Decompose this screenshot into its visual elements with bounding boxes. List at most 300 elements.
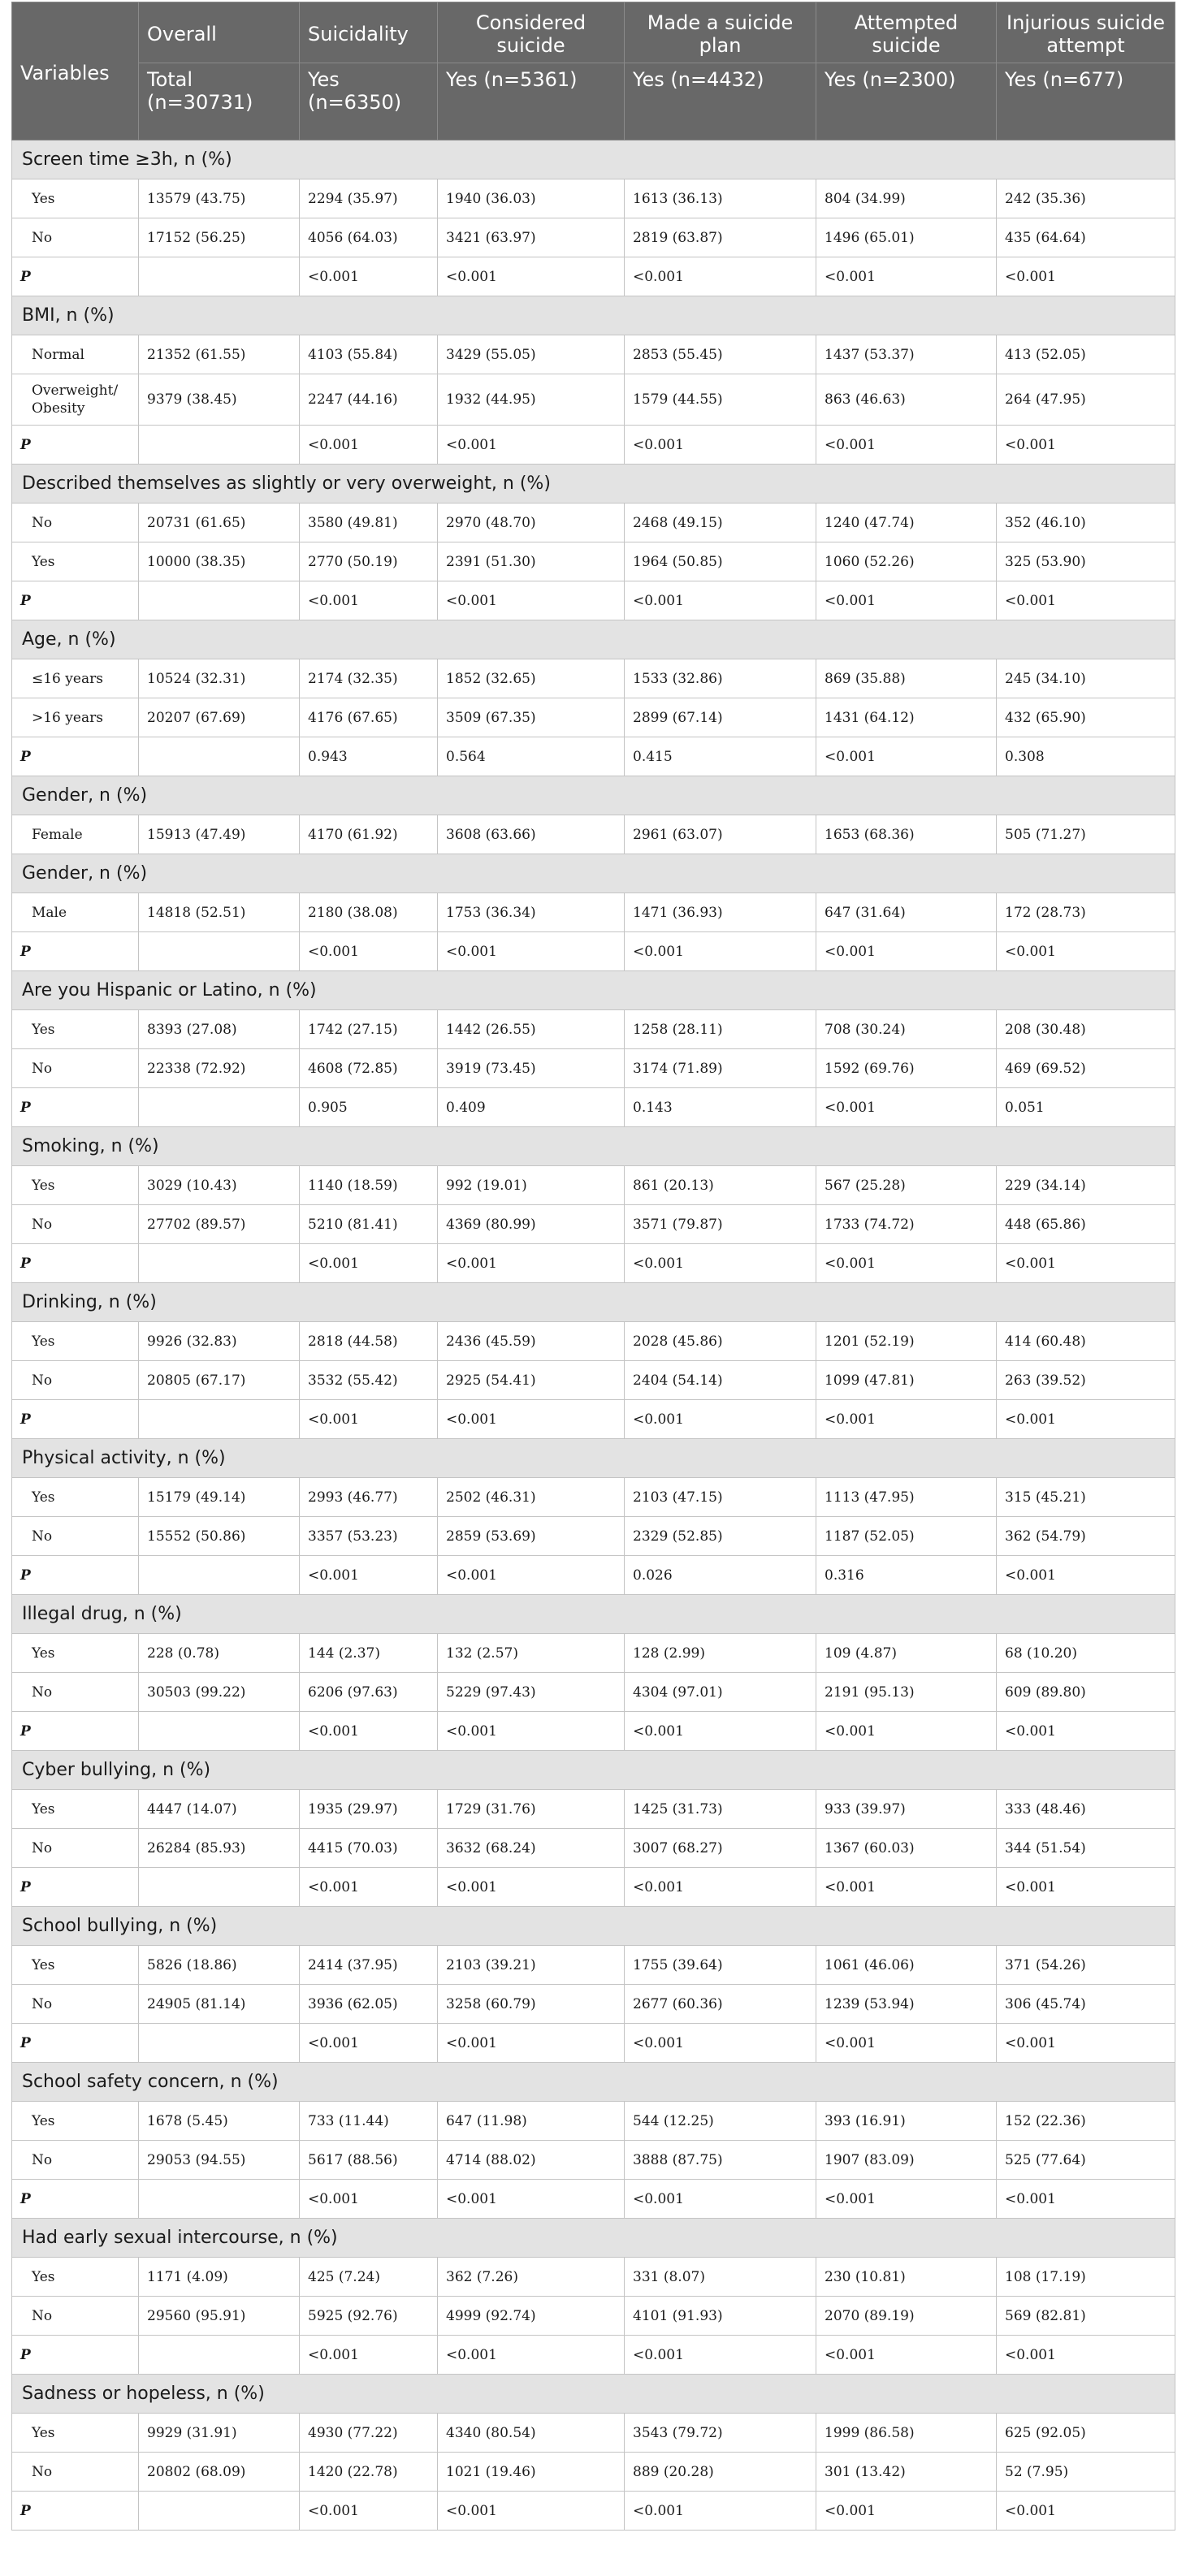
section-title: Described themselves as slightly or very overweight, n (%) <box>12 465 1175 504</box>
row-label: Yes <box>12 2102 139 2141</box>
p-value-cell: <0.001 <box>300 426 438 465</box>
p-value-cell: 0.051 <box>997 1088 1175 1127</box>
section-header <box>12 1907 1175 1946</box>
p-value-row <box>12 737 1175 776</box>
table-cell: 3421 (63.97) <box>438 218 625 257</box>
row-label: No <box>12 2141 139 2180</box>
table-cell: 3632 (68.24) <box>438 1829 625 1868</box>
table-cell: 569 (82.81) <box>997 2297 1175 2336</box>
table-cell: 17152 (56.25) <box>139 218 300 257</box>
table-row <box>12 1049 1175 1088</box>
table-cell: 3357 (53.23) <box>300 1517 438 1556</box>
table-cell: 172 (28.73) <box>997 893 1175 932</box>
p-value-cell: <0.001 <box>625 2492 816 2531</box>
header-col-injurious: Injurious suicide attempt <box>997 2 1175 63</box>
table-cell: 245 (34.10) <box>997 659 1175 698</box>
table-cell: 647 (31.64) <box>816 893 997 932</box>
section-header <box>12 296 1175 335</box>
p-label: P <box>12 426 139 465</box>
p-value-cell: <0.001 <box>997 2180 1175 2219</box>
p-value-cell: 0.026 <box>625 1556 816 1595</box>
table-cell: 1061 (46.06) <box>816 1946 997 1985</box>
table-cell: 933 (39.97) <box>816 1790 997 1829</box>
table-cell: 2899 (67.14) <box>625 698 816 737</box>
table-cell: 3007 (68.27) <box>625 1829 816 1868</box>
table-cell: 505 (71.27) <box>997 815 1175 854</box>
table-cell: 2103 (39.21) <box>438 1946 625 1985</box>
table-cell: 128 (2.99) <box>625 1634 816 1673</box>
p-value-cell: <0.001 <box>438 1868 625 1907</box>
section-header <box>12 1595 1175 1634</box>
table-cell: 1420 (22.78) <box>300 2453 438 2492</box>
table-cell: 5617 (88.56) <box>300 2141 438 2180</box>
p-value-cell: <0.001 <box>625 2336 816 2375</box>
p-label: P <box>12 1244 139 1283</box>
p-value-cell: <0.001 <box>438 257 625 296</box>
p-value-cell <box>139 257 300 296</box>
table-cell: 2329 (52.85) <box>625 1517 816 1556</box>
p-value-cell <box>139 2180 300 2219</box>
row-label: ≤16 years <box>12 659 139 698</box>
table-cell: 4930 (77.22) <box>300 2414 438 2453</box>
p-value-cell: <0.001 <box>997 1712 1175 1751</box>
table-cell: 889 (20.28) <box>625 2453 816 2492</box>
p-value-row <box>12 2492 1175 2531</box>
table-cell: 13579 (43.75) <box>139 179 300 218</box>
table-cell: 4608 (72.85) <box>300 1049 438 1088</box>
p-label: P <box>12 2024 139 2063</box>
table-header <box>12 2 1175 140</box>
table-row <box>12 1010 1175 1049</box>
header-injurious-sub: Yes (n=677) <box>997 63 1175 140</box>
table-cell: 647 (11.98) <box>438 2102 625 2141</box>
table-cell: 1471 (36.93) <box>625 893 816 932</box>
section-title: Sadness or hopeless, n (%) <box>12 2375 1175 2414</box>
p-value-cell <box>139 1712 300 1751</box>
p-value-cell <box>139 426 300 465</box>
p-value-row <box>12 581 1175 620</box>
table-cell: 30503 (99.22) <box>139 1673 300 1712</box>
table-cell: 68 (10.20) <box>997 1634 1175 1673</box>
table-cell: 229 (34.14) <box>997 1166 1175 1205</box>
table-cell: 1999 (86.58) <box>816 2414 997 2453</box>
table-cell: 1755 (39.64) <box>625 1946 816 1985</box>
table-row <box>12 698 1175 737</box>
section-header <box>12 1751 1175 1790</box>
table-row <box>12 1322 1175 1361</box>
table-cell: 325 (53.90) <box>997 542 1175 581</box>
table-cell: 22338 (72.92) <box>139 1049 300 1088</box>
p-value-cell <box>139 737 300 776</box>
p-value-cell: <0.001 <box>300 1868 438 1907</box>
p-value-cell: <0.001 <box>816 1244 997 1283</box>
table-cell: 3580 (49.81) <box>300 504 438 542</box>
p-value-cell: <0.001 <box>438 581 625 620</box>
row-label: No <box>12 1361 139 1400</box>
table-cell: 27702 (89.57) <box>139 1205 300 1244</box>
p-value-cell: <0.001 <box>997 1244 1175 1283</box>
table-cell: 6206 (97.63) <box>300 1673 438 1712</box>
table-row <box>12 2297 1175 2336</box>
header-variables: Variables <box>12 2 139 140</box>
p-value-cell: <0.001 <box>625 1244 816 1283</box>
table-cell: 264 (47.95) <box>997 374 1175 426</box>
table-cell: 152 (22.36) <box>997 2102 1175 2141</box>
table-row <box>12 1985 1175 2024</box>
table-cell: 228 (0.78) <box>139 1634 300 1673</box>
section-header <box>12 1439 1175 1478</box>
table-cell: 362 (54.79) <box>997 1517 1175 1556</box>
table-cell: 306 (45.74) <box>997 1985 1175 2024</box>
table-cell: 9379 (38.45) <box>139 374 300 426</box>
table-row <box>12 1634 1175 1673</box>
p-value-cell: <0.001 <box>997 1868 1175 1907</box>
table-cell: 544 (12.25) <box>625 2102 816 2141</box>
header-col-considered: Considered suicide <box>438 2 625 63</box>
table-cell: 2180 (38.08) <box>300 893 438 932</box>
table-cell: 2247 (44.16) <box>300 374 438 426</box>
table-cell: 1533 (32.86) <box>625 659 816 698</box>
table-cell: 2391 (51.30) <box>438 542 625 581</box>
p-value-cell: <0.001 <box>816 737 997 776</box>
table-cell: 371 (54.26) <box>997 1946 1175 1985</box>
header-considered-sub: Yes (n=5361) <box>438 63 625 140</box>
p-value-row <box>12 257 1175 296</box>
p-value-cell: <0.001 <box>816 932 997 971</box>
table-cell: 609 (89.80) <box>997 1673 1175 1712</box>
section-header <box>12 2063 1175 2102</box>
p-value-cell: <0.001 <box>438 2492 625 2531</box>
table-cell: 301 (13.42) <box>816 2453 997 2492</box>
p-value-cell: <0.001 <box>625 581 816 620</box>
section-title: School bullying, n (%) <box>12 1907 1175 1946</box>
table-cell: 1258 (28.11) <box>625 1010 816 1049</box>
row-label: Yes <box>12 1634 139 1673</box>
table-row <box>12 2102 1175 2141</box>
table-cell: 3429 (55.05) <box>438 335 625 374</box>
table-row <box>12 1517 1175 1556</box>
table-cell: 863 (46.63) <box>816 374 997 426</box>
p-value-row <box>12 1244 1175 1283</box>
table-cell: 2961 (63.07) <box>625 815 816 854</box>
section-title: Gender, n (%) <box>12 854 1175 893</box>
table-cell: 414 (60.48) <box>997 1322 1175 1361</box>
row-label: Normal <box>12 335 139 374</box>
p-value-cell: <0.001 <box>438 2024 625 2063</box>
table-row <box>12 2258 1175 2297</box>
table-cell: 144 (2.37) <box>300 1634 438 1673</box>
section-title: BMI, n (%) <box>12 296 1175 335</box>
p-value-cell: <0.001 <box>438 1556 625 1595</box>
p-value-cell: 0.564 <box>438 737 625 776</box>
row-label: Yes <box>12 1166 139 1205</box>
p-value-cell: <0.001 <box>625 257 816 296</box>
row-label: Overweight/ Obesity <box>12 374 139 426</box>
p-value-row <box>12 1088 1175 1127</box>
section-title: Gender, n (%) <box>12 776 1175 815</box>
p-value-cell: <0.001 <box>997 1556 1175 1595</box>
table-cell: 5210 (81.41) <box>300 1205 438 1244</box>
table-cell: 1729 (31.76) <box>438 1790 625 1829</box>
table-row <box>12 504 1175 542</box>
row-label: No <box>12 504 139 542</box>
row-label: Yes <box>12 1478 139 1517</box>
p-value-cell: <0.001 <box>997 257 1175 296</box>
table-cell: 1496 (65.01) <box>816 218 997 257</box>
row-label: No <box>12 1829 139 1868</box>
table-cell: 1678 (5.45) <box>139 2102 300 2141</box>
table-cell: 1613 (36.13) <box>625 179 816 218</box>
table-cell: 5229 (97.43) <box>438 1673 625 1712</box>
table-cell: 3936 (62.05) <box>300 1985 438 2024</box>
p-value-cell: <0.001 <box>997 932 1175 971</box>
p-value-cell: <0.001 <box>625 1400 816 1439</box>
table-cell: 15552 (50.86) <box>139 1517 300 1556</box>
p-value-cell: <0.001 <box>300 932 438 971</box>
p-value-cell: <0.001 <box>438 1400 625 1439</box>
table-cell: 2191 (95.13) <box>816 1673 997 1712</box>
table-row <box>12 335 1175 374</box>
table-row <box>12 1361 1175 1400</box>
table-cell: 3608 (63.66) <box>438 815 625 854</box>
table-cell: 15179 (49.14) <box>139 1478 300 1517</box>
section-title: School safety concern, n (%) <box>12 2063 1175 2102</box>
section-title: Cyber bullying, n (%) <box>12 1751 1175 1790</box>
section-title: Smoking, n (%) <box>12 1127 1175 1166</box>
table-cell: 2819 (63.87) <box>625 218 816 257</box>
row-label: Yes <box>12 179 139 218</box>
p-value-cell <box>139 1400 300 1439</box>
table-cell: 3258 (60.79) <box>438 1985 625 2024</box>
table-cell: 1442 (26.55) <box>438 1010 625 1049</box>
p-label: P <box>12 1556 139 1595</box>
p-value-row <box>12 2024 1175 2063</box>
table-cell: 432 (65.90) <box>997 698 1175 737</box>
table-cell: 1240 (47.74) <box>816 504 997 542</box>
p-value-cell <box>139 581 300 620</box>
table-cell: 1733 (74.72) <box>816 1205 997 1244</box>
section-title: Screen time ≥3h, n (%) <box>12 140 1175 179</box>
p-value-cell <box>139 1088 300 1127</box>
header-suicidality-sub: Yes (n=6350) <box>300 63 438 140</box>
table-cell: 333 (48.46) <box>997 1790 1175 1829</box>
p-value-cell <box>139 1244 300 1283</box>
table-cell: 2770 (50.19) <box>300 542 438 581</box>
p-value-cell: <0.001 <box>625 2024 816 2063</box>
table-row <box>12 1478 1175 1517</box>
section-header <box>12 620 1175 659</box>
table-cell: 861 (20.13) <box>625 1166 816 1205</box>
table-cell: 2103 (47.15) <box>625 1478 816 1517</box>
p-value-cell: <0.001 <box>816 2024 997 2063</box>
table-cell: 1907 (83.09) <box>816 2141 997 2180</box>
table-cell: 4714 (88.02) <box>438 2141 625 2180</box>
p-value-cell <box>139 1868 300 1907</box>
table-cell: 26284 (85.93) <box>139 1829 300 1868</box>
table-cell: 3543 (79.72) <box>625 2414 816 2453</box>
p-value-cell: <0.001 <box>997 581 1175 620</box>
table-cell: 448 (65.86) <box>997 1205 1175 1244</box>
p-value-cell: <0.001 <box>625 2180 816 2219</box>
table-cell: 1425 (31.73) <box>625 1790 816 1829</box>
table-cell: 1964 (50.85) <box>625 542 816 581</box>
section-title: Drinking, n (%) <box>12 1283 1175 1322</box>
table-cell: 3571 (79.87) <box>625 1205 816 1244</box>
p-value-cell: <0.001 <box>816 2492 997 2531</box>
table-cell: 9929 (31.91) <box>139 2414 300 2453</box>
table-cell: 2070 (89.19) <box>816 2297 997 2336</box>
table-cell: 3509 (67.35) <box>438 698 625 737</box>
p-value-row <box>12 1868 1175 1907</box>
p-value-cell: <0.001 <box>997 1400 1175 1439</box>
p-value-cell: <0.001 <box>816 2336 997 2375</box>
p-value-cell: 0.905 <box>300 1088 438 1127</box>
table-cell: 263 (39.52) <box>997 1361 1175 1400</box>
table-cell: 4170 (61.92) <box>300 815 438 854</box>
table-cell: 10000 (38.35) <box>139 542 300 581</box>
table-cell: 2993 (46.77) <box>300 1478 438 1517</box>
table-body <box>12 140 1175 2531</box>
table-cell: 2436 (45.59) <box>438 1322 625 1361</box>
p-value-cell: <0.001 <box>438 932 625 971</box>
table-cell: 4415 (70.03) <box>300 1829 438 1868</box>
p-value-cell: <0.001 <box>816 257 997 296</box>
header-col-attempted: Attempted suicide <box>816 2 997 63</box>
p-value-cell: <0.001 <box>816 1400 997 1439</box>
table-cell: 1140 (18.59) <box>300 1166 438 1205</box>
p-value-cell: <0.001 <box>300 2336 438 2375</box>
table-cell: 3919 (73.45) <box>438 1049 625 1088</box>
p-label: P <box>12 1400 139 1439</box>
table-cell: 1437 (53.37) <box>816 335 997 374</box>
table-row <box>12 2141 1175 2180</box>
table-row <box>12 1205 1175 1244</box>
table-row <box>12 2414 1175 2453</box>
row-label: No <box>12 218 139 257</box>
p-value-cell: <0.001 <box>997 2024 1175 2063</box>
row-label: Yes <box>12 1322 139 1361</box>
p-value-cell: <0.001 <box>625 932 816 971</box>
table-cell: 869 (35.88) <box>816 659 997 698</box>
p-value-cell: <0.001 <box>625 1712 816 1751</box>
row-label: Yes <box>12 1946 139 1985</box>
table-cell: 1579 (44.55) <box>625 374 816 426</box>
table-cell: 208 (30.48) <box>997 1010 1175 1049</box>
p-label: P <box>12 737 139 776</box>
p-value-cell: <0.001 <box>438 1712 625 1751</box>
table-cell: 469 (69.52) <box>997 1049 1175 1088</box>
table-cell: 4447 (14.07) <box>139 1790 300 1829</box>
table-cell: 567 (25.28) <box>816 1166 997 1205</box>
table-cell: 708 (30.24) <box>816 1010 997 1049</box>
p-value-cell: <0.001 <box>438 1244 625 1283</box>
row-label: >16 years <box>12 698 139 737</box>
p-value-cell: <0.001 <box>816 1712 997 1751</box>
table-cell: 10524 (32.31) <box>139 659 300 698</box>
header-row-titles <box>12 2 1175 63</box>
p-label: P <box>12 1712 139 1751</box>
table-cell: 1021 (19.46) <box>438 2453 625 2492</box>
table-cell: 29053 (94.55) <box>139 2141 300 2180</box>
table-cell: 2502 (46.31) <box>438 1478 625 1517</box>
p-value-cell <box>139 1556 300 1595</box>
p-value-cell: <0.001 <box>997 426 1175 465</box>
p-value-cell: <0.001 <box>816 581 997 620</box>
p-value-cell: <0.001 <box>300 257 438 296</box>
header-attempted-sub: Yes (n=2300) <box>816 63 997 140</box>
table-cell: 1367 (60.03) <box>816 1829 997 1868</box>
row-label: No <box>12 1985 139 2024</box>
p-value-cell <box>139 932 300 971</box>
table-row <box>12 1673 1175 1712</box>
table-cell: 4176 (67.65) <box>300 698 438 737</box>
p-value-cell: <0.001 <box>300 2180 438 2219</box>
table-row <box>12 374 1175 426</box>
section-header <box>12 2375 1175 2414</box>
table-cell: 24905 (81.14) <box>139 1985 300 2024</box>
p-value-cell: 0.316 <box>816 1556 997 1595</box>
table-cell: 1187 (52.05) <box>816 1517 997 1556</box>
p-value-row <box>12 1556 1175 1595</box>
p-value-row <box>12 2336 1175 2375</box>
row-label: Female <box>12 815 139 854</box>
table-cell: 2925 (54.41) <box>438 1361 625 1400</box>
section-header <box>12 971 1175 1010</box>
table-row <box>12 1946 1175 1985</box>
header-row-subtitles <box>12 63 1175 140</box>
p-label: P <box>12 932 139 971</box>
p-value-cell: <0.001 <box>300 1400 438 1439</box>
row-label: No <box>12 2297 139 2336</box>
row-label: No <box>12 1673 139 1712</box>
p-value-cell <box>139 2336 300 2375</box>
table-cell: 1201 (52.19) <box>816 1322 997 1361</box>
table-cell: 20802 (68.09) <box>139 2453 300 2492</box>
table-cell: 992 (19.01) <box>438 1166 625 1205</box>
table-cell: 15913 (47.49) <box>139 815 300 854</box>
table-cell: 8393 (27.08) <box>139 1010 300 1049</box>
table-cell: 5925 (92.76) <box>300 2297 438 2336</box>
table-cell: 4103 (55.84) <box>300 335 438 374</box>
p-label: P <box>12 1088 139 1127</box>
table-row <box>12 1166 1175 1205</box>
table-cell: 4369 (80.99) <box>438 1205 625 1244</box>
table-cell: 3174 (71.89) <box>625 1049 816 1088</box>
section-header <box>12 140 1175 179</box>
table-cell: 230 (10.81) <box>816 2258 997 2297</box>
row-label: No <box>12 2453 139 2492</box>
row-label: Yes <box>12 1790 139 1829</box>
table-cell: 3029 (10.43) <box>139 1166 300 1205</box>
row-label: Yes <box>12 2414 139 2453</box>
table-cell: 4056 (64.03) <box>300 218 438 257</box>
table-cell: 21352 (61.55) <box>139 335 300 374</box>
table-cell: 5826 (18.86) <box>139 1946 300 1985</box>
table-cell: 4340 (80.54) <box>438 2414 625 2453</box>
table-cell: 1239 (53.94) <box>816 1985 997 2024</box>
table-cell: 625 (92.05) <box>997 2414 1175 2453</box>
table-cell: 4101 (91.93) <box>625 2297 816 2336</box>
p-value-cell: <0.001 <box>300 1712 438 1751</box>
table-cell: 132 (2.57) <box>438 1634 625 1673</box>
p-value-cell: <0.001 <box>625 426 816 465</box>
p-label: P <box>12 2336 139 2375</box>
p-value-cell: 0.415 <box>625 737 816 776</box>
p-label: P <box>12 2492 139 2531</box>
table-cell: 1742 (27.15) <box>300 1010 438 1049</box>
p-value-cell <box>139 2492 300 2531</box>
table-cell: 435 (64.64) <box>997 218 1175 257</box>
